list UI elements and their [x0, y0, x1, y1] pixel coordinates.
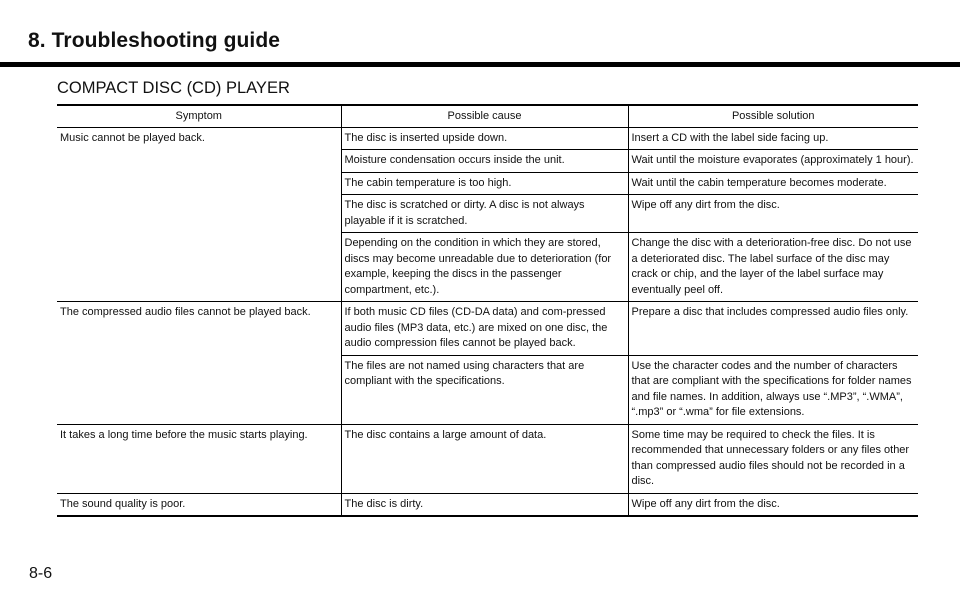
- page-number: 8-6: [29, 565, 53, 582]
- chapter-divider: [0, 62, 960, 67]
- symptom-continuation-cell: [57, 150, 341, 173]
- table-row: [57, 424, 918, 493]
- table-row: [57, 150, 918, 173]
- symptom-continuation-cell: [57, 172, 341, 195]
- solution-cell: Wipe off any dirt from the disc.: [628, 493, 918, 516]
- solution-cell: Use the character codes and the number of characters that are compliant with the specifications for folder names and file names. In addition, always use “.MP3”, “.WMA”, “.mp3” or “.wma” for file extensions.: [628, 355, 918, 424]
- troubleshooting-table: [57, 104, 918, 517]
- table-row: [57, 233, 918, 302]
- cause-cell: The disc is scratched or dirty. A disc is not always playable if it is scratched.: [341, 195, 628, 233]
- table-row: [57, 172, 918, 195]
- symptom-cell: It takes a long time before the music starts playing.: [57, 424, 341, 493]
- symptom-continuation-cell: [57, 355, 341, 424]
- cause-cell: Depending on the condition in which they are stored, discs may become unreadable due to deterioration (for example, keeping the discs in the passenger compartment, etc.).: [341, 233, 628, 302]
- solution-cell: Insert a CD with the label side facing up.: [628, 127, 918, 150]
- cause-cell: The disc is inserted upside down.: [341, 127, 628, 150]
- symptom-cell: The compressed audio files cannot be played back.: [57, 302, 341, 356]
- header-symptom: Symptom: [57, 105, 341, 127]
- table-row: [57, 195, 918, 233]
- header-possible-cause: Possible cause: [341, 105, 628, 127]
- solution-cell: Wait until the cabin temperature becomes moderate.: [628, 172, 918, 195]
- cause-cell: The disc is dirty.: [341, 493, 628, 516]
- table-row: [57, 302, 918, 356]
- table-row: [57, 355, 918, 424]
- symptom-continuation-cell: [57, 195, 341, 233]
- section-title: COMPACT DISC (CD) PLAYER: [57, 79, 290, 97]
- symptom-cell: The sound quality is poor.: [57, 493, 341, 516]
- solution-cell: Wait until the moisture evaporates (approximately 1 hour).: [628, 150, 918, 173]
- cause-cell: The cabin temperature is too high.: [341, 172, 628, 195]
- table-row: [57, 127, 918, 150]
- table-header-row: [57, 105, 918, 127]
- solution-cell: Prepare a disc that includes compressed audio files only.: [628, 302, 918, 356]
- symptom-continuation-cell: [57, 233, 341, 302]
- cause-cell: Moisture condensation occurs inside the unit.: [341, 150, 628, 173]
- cause-cell: If both music CD files (CD-DA data) and com-pressed audio files (MP3 data, etc.) are mixed on one disc, the audio compression files cannot be played back.: [341, 302, 628, 356]
- symptom-cell: Music cannot be played back.: [57, 127, 341, 150]
- cause-cell: The disc contains a large amount of data.: [341, 424, 628, 493]
- solution-cell: Wipe off any dirt from the disc.: [628, 195, 918, 233]
- solution-cell: Change the disc with a deterioration-free disc. Do not use a deteriorated disc. The label surface of the disc may crack or chip, and the layer of the label surface may eventually peel off.: [628, 233, 918, 302]
- solution-cell: Some time may be required to check the files. It is recommended that unnecessary folders or any files other than compressed audio files should not be recorded in a disc.: [628, 424, 918, 493]
- cause-cell: The files are not named using characters that are compliant with the specifications.: [341, 355, 628, 424]
- chapter-title: 8. Troubleshooting guide: [28, 29, 281, 52]
- table-row: [57, 493, 918, 516]
- header-possible-solution: Possible solution: [628, 105, 918, 127]
